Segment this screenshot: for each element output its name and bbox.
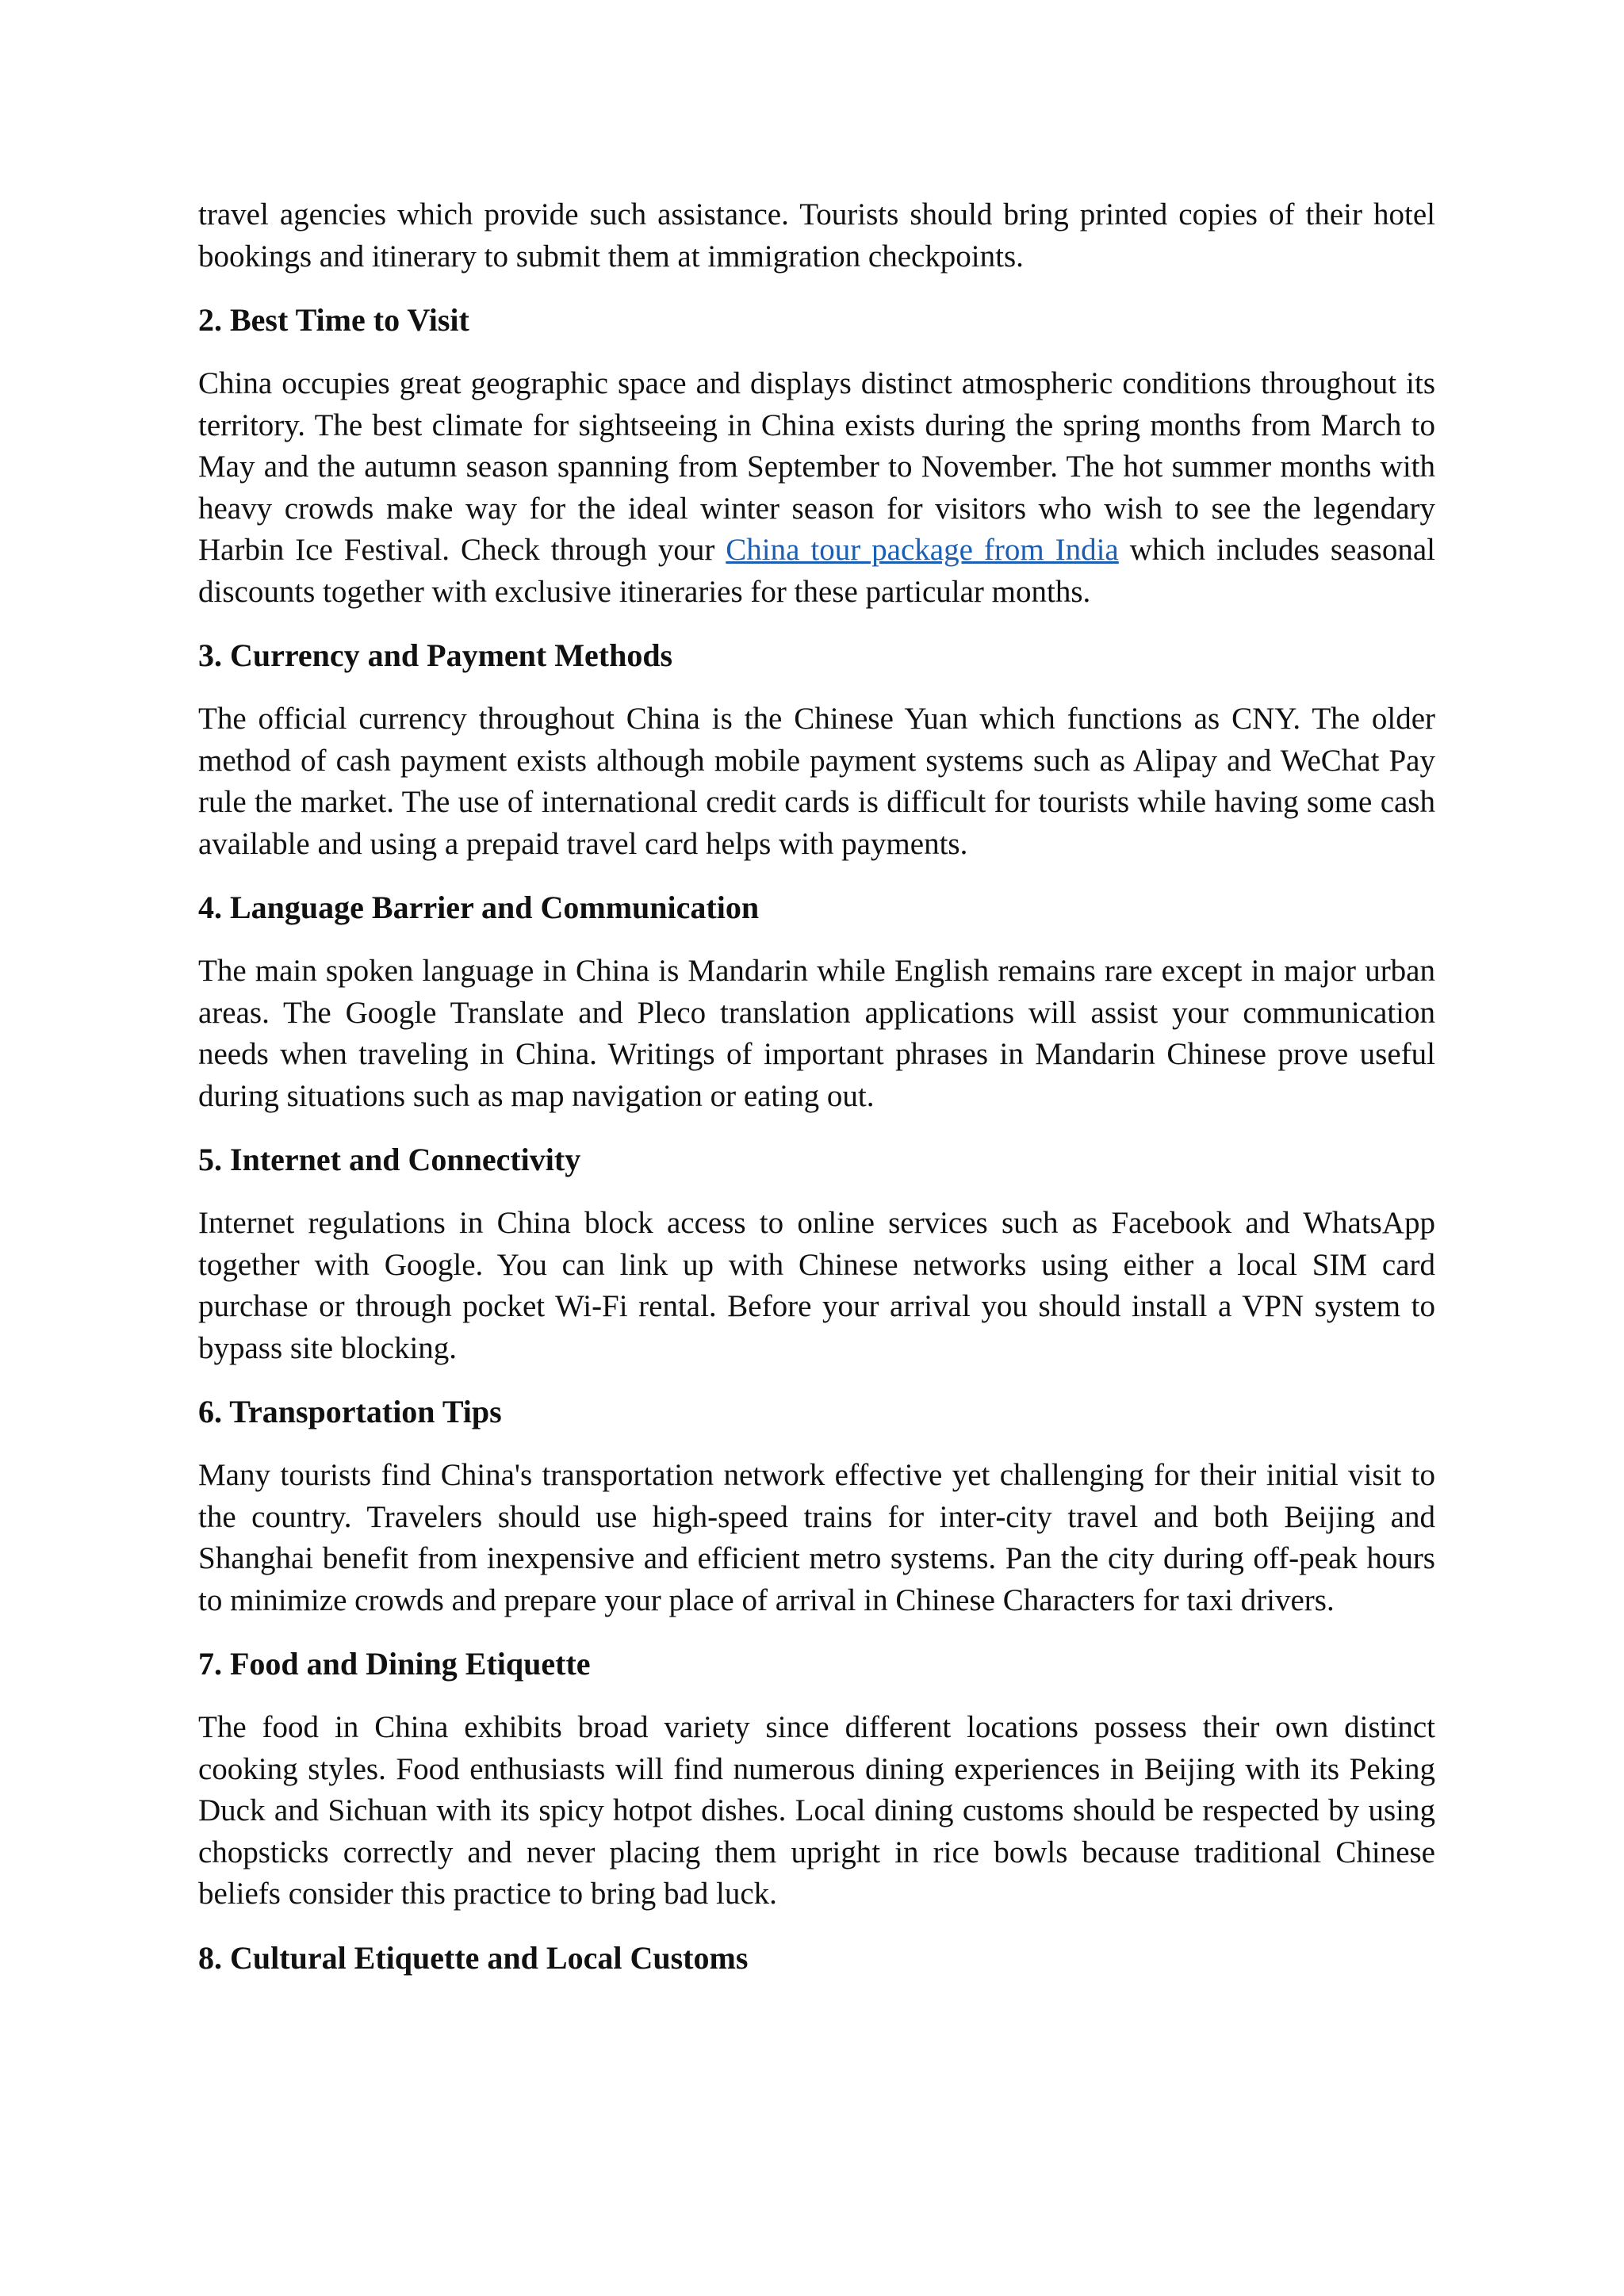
section-paragraph-internet: Internet regulations in China block access to online services such as Facebook and WhatsApp together with Google. You can link up with Chinese networks using either a local SIM card purchase or through pocket Wi-Fi rental. Before your arrival you should install a VPN system to bypass site blocking. [198, 1206, 1435, 1365]
section-paragraph-language: The main spoken language in China is Mandarin while English remains rare except in major urban areas. The Google Translate and Pleco translation applications will assist your communication needs when traveling in China. Writings of important phrases in Mandarin Chinese prove useful during situations such as map navigation or eating out. [198, 954, 1435, 1113]
best-time-text-before-link: China occupies great geographic space and displays distinct atmospheric conditions throughout its territory. The best climate for sightseeing in China exists during the spring months from March to May and the autumn season spanning from September to November. The hot summer months with heavy crowds make way for the ideal winter season for visitors who wish to see the legendary Harbin Ice Festival. Check through your [198, 366, 1435, 567]
section-paragraph-transportation: Many tourists find China's transportation network effective yet challenging for their initial visit to the country. Travelers should use high-speed trains for inter-city travel and both Beijing and Shanghai benefit from inexpensive and efficient metro systems. Pan the city during off-peak hours to minimize crowds and prepare your place of arrival in Chinese Characters for taxi drivers. [198, 1458, 1435, 1617]
intro-paragraph: travel agencies which provide such assistance. Tourists should bring printed copies of their hotel bookings and itinerary to submit them at immigration checkpoints. [198, 197, 1435, 274]
section-heading-currency: 3. Currency and Payment Methods [198, 637, 673, 673]
section-paragraph-food: The food in China exhibits broad variety since different locations possess their own distinct cooking styles. Food enthusiasts will find numerous dining experiences in Beijing with its Peking Duck and Sichuan with its spicy hotpot dishes. Local dining customs should be respected by using chopsticks correctly and never placing them upright in rice bowls because traditional Chinese beliefs consider this practice to bring bad luck. [198, 1710, 1435, 1911]
document-page [198, 194, 1435, 1979]
section-paragraph-best-time [198, 363, 1435, 613]
section-heading-cultural: 8. Cultural Etiquette and Local Customs [198, 1939, 749, 1976]
section-heading-transportation: 6. Transportation Tips [198, 1394, 502, 1429]
section-paragraph-currency: The official currency throughout China is the Chinese Yuan which functions as CNY. The older method of cash payment exists although mobile payment systems such as Alipay and WeChat Pay rule the market. The use of international credit cards is difficult for tourists while having some cash available and using a prepaid travel card helps with payments. [198, 702, 1435, 861]
section-heading-food: 7. Food and Dining Etiquette [198, 1646, 591, 1682]
section-heading-internet: 5. Internet and Connectivity [198, 1142, 581, 1177]
best-time-text-after-link: which includes seasonal discounts together with exclusive itineraries for these particular months. [198, 533, 1435, 609]
china-tour-package-link[interactable]: China tour package from India [726, 533, 1119, 567]
section-heading-best-time: 2. Best Time to Visit [198, 302, 469, 338]
section-heading-language: 4. Language Barrier and Communication [198, 890, 760, 925]
